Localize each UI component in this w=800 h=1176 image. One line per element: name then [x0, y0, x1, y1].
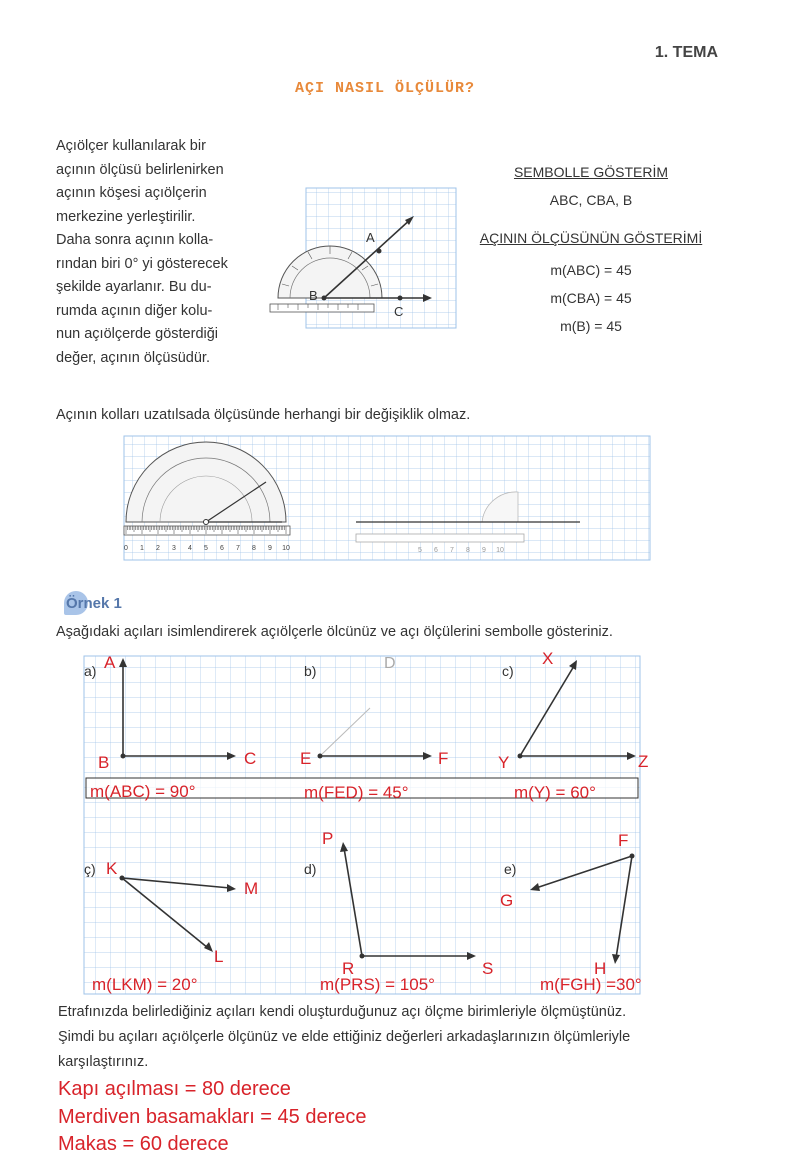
label-h: H [594, 959, 607, 978]
ruler-tick-label: 4 [188, 545, 192, 552]
answer-line: Makas = 60 derece [58, 1133, 229, 1155]
example-task: Aşağıdaki açıları isimlendirerek açıölçerle ölcünüz ve açı ölçülerini sembolle gösteriniz. [56, 624, 613, 640]
symbol-notation: ABC, CBA, B [549, 192, 633, 208]
ruler-tick-label: 5 [418, 547, 422, 554]
label-r: R [342, 959, 355, 978]
label-s: S [482, 959, 494, 978]
answer-line: Kapı açılması = 80 derece [58, 1078, 291, 1100]
paragraph-line: Şimdi bu açıları açıölçerle ölçünüz ve elde ettiğiniz değerleri arkadaşlarınızın ölçümleriyle [58, 1029, 631, 1045]
label-f2: F [618, 831, 629, 850]
ruler-tick-label: 0 [124, 545, 128, 552]
intro-line: nun açıölçerde gösterdiği [56, 326, 219, 342]
protractor-figure [268, 180, 460, 330]
measure-line: m(B) = 45 [560, 318, 622, 334]
intro-paragraph [56, 135, 256, 370]
intro-line: merkezine yerleştirilir. [56, 208, 196, 225]
intro-line: şekilde ayarlanır. Bu du- [56, 279, 212, 295]
intro-line: değer, açının ölçüsüdür. [56, 349, 210, 366]
exercise-tag-c-cedilla: ç) [84, 861, 96, 877]
handwritten-answers [58, 1076, 367, 1159]
answer-c-cedilla: m(LKM) = 20° [92, 975, 198, 994]
label-b: B [98, 753, 110, 772]
instruction-paragraph [58, 1000, 778, 1075]
ruler-tick-label: 6 [220, 545, 224, 552]
symbol-heading: SEMBOLLE GÖSTERİM [513, 164, 669, 180]
measure-heading: AÇININ ÖLÇÜSÜNÜN GÖSTERİMİ [479, 230, 703, 246]
measure-line: m(CBA) = 45 [550, 290, 632, 306]
exercise-tag-b: b) [304, 663, 317, 679]
tema-label: 1. TEMA [654, 44, 718, 61]
label-f: F [438, 749, 449, 768]
paragraph-line: Etrafınızda belirlediğiniz açıları kendi oluşturduğunuz açı ölçme birimleriyle ölçmüştünüz. [58, 1004, 627, 1020]
exercise-grid [80, 649, 649, 998]
intro-line: Daha sonra açının kolla- [56, 232, 214, 248]
extension-sentence: Açının kolları uzatılsada ölçüsünde herhangi bir değişiklik olmaz. [56, 407, 471, 423]
intro-line: Açıölçer kullanılarak bir [56, 138, 206, 154]
paragraph-line: karşılaştırınız. [58, 1054, 149, 1070]
ruler-tick-label: 7 [450, 547, 454, 554]
exercise-tag-e: e) [504, 861, 517, 877]
ruler-tick-label: 2 [156, 545, 160, 552]
label-e: E [300, 749, 312, 768]
label-p: P [322, 829, 334, 848]
point-label-b: B [309, 288, 318, 303]
answer-d: m(PRS) = 105° [320, 975, 435, 994]
exercise-tag-d: d) [304, 861, 317, 877]
ruler-tick-label: 9 [268, 545, 272, 552]
ruler-tick-label: 6 [434, 547, 438, 554]
label-m: M [244, 879, 259, 898]
point-label-c: C [394, 304, 404, 319]
ruler-tick-label: 8 [466, 547, 470, 554]
intro-line: rından biri 0° yi gösterecek [56, 255, 228, 272]
answer-b: m(FED) = 45° [304, 783, 409, 802]
label-a: A [104, 653, 116, 672]
label-l: L [214, 947, 224, 966]
point-label-a: A [366, 230, 375, 245]
ruler-tick-label: 9 [482, 547, 486, 554]
label-k: K [106, 859, 118, 878]
answer-line: Merdiven basamakları = 45 derece [58, 1105, 367, 1128]
ruler-tick-label: 1 [140, 545, 144, 552]
label-d: D [384, 655, 396, 672]
protractor-comparison-figure [120, 432, 656, 562]
ruler-tick-label: 5 [204, 545, 208, 552]
measure-line: m(ABC) = 45 [550, 262, 632, 278]
label-x: X [542, 649, 554, 668]
ruler-tick-label: 8 [252, 545, 256, 552]
intro-line: açının ölçüsü belirlenirken [56, 161, 224, 178]
page-title: AÇI NASIL ÖLÇÜLÜR? [294, 80, 476, 97]
ruler-tick-label: 3 [172, 545, 176, 552]
intro-line: açının köşesi açıölçerin [56, 185, 207, 201]
ruler-tick-label: 7 [236, 545, 240, 552]
answer-c: m(Y) = 60° [514, 783, 596, 802]
label-c: C [244, 749, 257, 768]
example-label: Örnek 1 [66, 595, 122, 612]
ruler-tick-label: 10 [496, 547, 504, 554]
symbol-section [460, 158, 722, 340]
label-g: G [500, 891, 514, 910]
exercise-tag-c: c) [502, 663, 514, 679]
exercise-tag-a: a) [84, 663, 97, 679]
answer-a: m(ABC) = 90° [90, 782, 196, 801]
ruler-tick-label: 10 [282, 545, 290, 552]
answer-e: m(FGH) =30° [540, 975, 642, 994]
label-z: Z [638, 752, 649, 771]
intro-line: rumda açının diğer kolu- [56, 302, 213, 319]
label-y: Y [498, 753, 510, 772]
